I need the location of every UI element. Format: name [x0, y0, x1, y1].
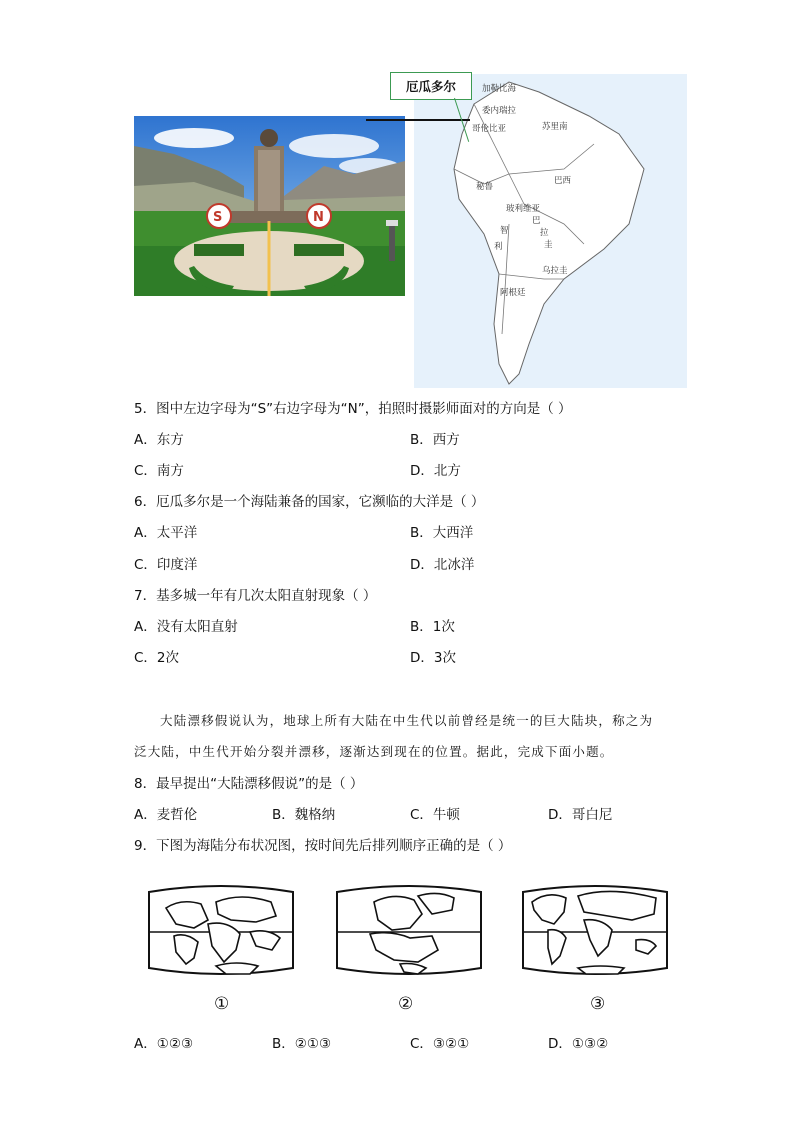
callout-leader-line: [366, 119, 470, 121]
map-label-brazil: 巴西: [554, 176, 572, 186]
question-9-option-c: C．③②①: [410, 1036, 470, 1052]
map-label-peru: 秘鲁: [476, 182, 494, 192]
svg-text:S: S: [213, 210, 223, 225]
question-9-option-b: B．②①③: [272, 1036, 332, 1052]
passage-line-2: 泛大陆，中生代开始分裂并漂移，逐渐达到现在的位置。据此，完成下面小题。: [134, 744, 614, 759]
continent-map-label-2: ②: [398, 994, 414, 1014]
question-8-option-d: D．哥白尼: [548, 807, 613, 823]
question-5-option-d: D．北方: [410, 463, 461, 479]
question-6-option-c: C．印度洋: [134, 557, 198, 573]
ecuador-callout: 厄瓜多尔: [390, 72, 472, 100]
question-7-option-b: B．1次: [410, 619, 455, 635]
question-7-stem: 7．基多城一年有几次太阳直射现象（ ）: [134, 588, 377, 604]
map-label-uruguay: 乌拉圭: [542, 266, 568, 276]
question-5-stem: 5．图中左边字母为“S”右边字母为“N”，拍照时摄影师面对的方向是（ ）: [134, 401, 572, 417]
question-8-option-a: A．麦哲伦: [134, 807, 198, 823]
svg-text:N: N: [313, 210, 324, 225]
map-label-colombia: 哥伦比亚: [472, 124, 507, 134]
continent-map-1: [146, 880, 296, 980]
equator-monument-photo: [134, 116, 405, 296]
continent-map-label-1: ①: [214, 994, 230, 1014]
map-label-chile-2: 利: [494, 242, 503, 252]
question-6-stem: 6．厄瓜多尔是一个海陆兼备的国家，它濒临的大洋是（ ）: [134, 494, 485, 510]
question-9-option-a: A．①②③: [134, 1036, 194, 1052]
question-6-option-d: D．北冰洋: [410, 557, 475, 573]
question-6-option-b: B．大西洋: [410, 525, 474, 541]
continent-map-3: [520, 880, 670, 980]
passage-line-1: 大陆漂移假说认为，地球上所有大陆在中生代以前曾经是统一的巨大陆块，称之为: [160, 713, 654, 728]
map-label-suriname: 苏里南: [542, 122, 568, 132]
map-label-paraguay-1: 巴: [532, 216, 541, 226]
map-label-paraguay-3: 圭: [544, 240, 553, 250]
question-7-option-d: D．3次: [410, 650, 456, 666]
south-america-map: [414, 74, 687, 388]
question-8-option-c: C．牛顿: [410, 807, 460, 823]
continent-map-label-3: ③: [590, 994, 606, 1014]
map-label-argentina: 阿根廷: [500, 288, 526, 298]
question-5-option-c: C．南方: [134, 463, 184, 479]
map-label-paraguay-2: 拉: [540, 228, 549, 238]
question-9-stem: 9．下图为海陆分布状况图，按时间先后排列顺序正确的是（ ）: [134, 838, 512, 854]
question-7-option-a: A．没有太阳直射: [134, 619, 238, 635]
question-9-option-d: D．①③②: [548, 1036, 609, 1052]
question-5-option-b: B．西方: [410, 432, 460, 448]
map-label-chile-1: 智: [500, 226, 509, 236]
question-7-option-c: C．2次: [134, 650, 180, 666]
map-label-caribbean: 加勒比海: [482, 84, 517, 94]
question-8-stem: 8．最早提出“大陆漂移假说”的是（ ）: [134, 776, 364, 792]
question-5-option-a: A．东方: [134, 432, 184, 448]
continent-map-2: [334, 880, 484, 980]
question-8-option-b: B．魏格纳: [272, 807, 336, 823]
question-6-option-a: A．太平洋: [134, 525, 198, 541]
map-label-venezuela: 委内瑞拉: [482, 106, 517, 116]
map-label-bolivia: 玻利维亚: [506, 204, 541, 214]
